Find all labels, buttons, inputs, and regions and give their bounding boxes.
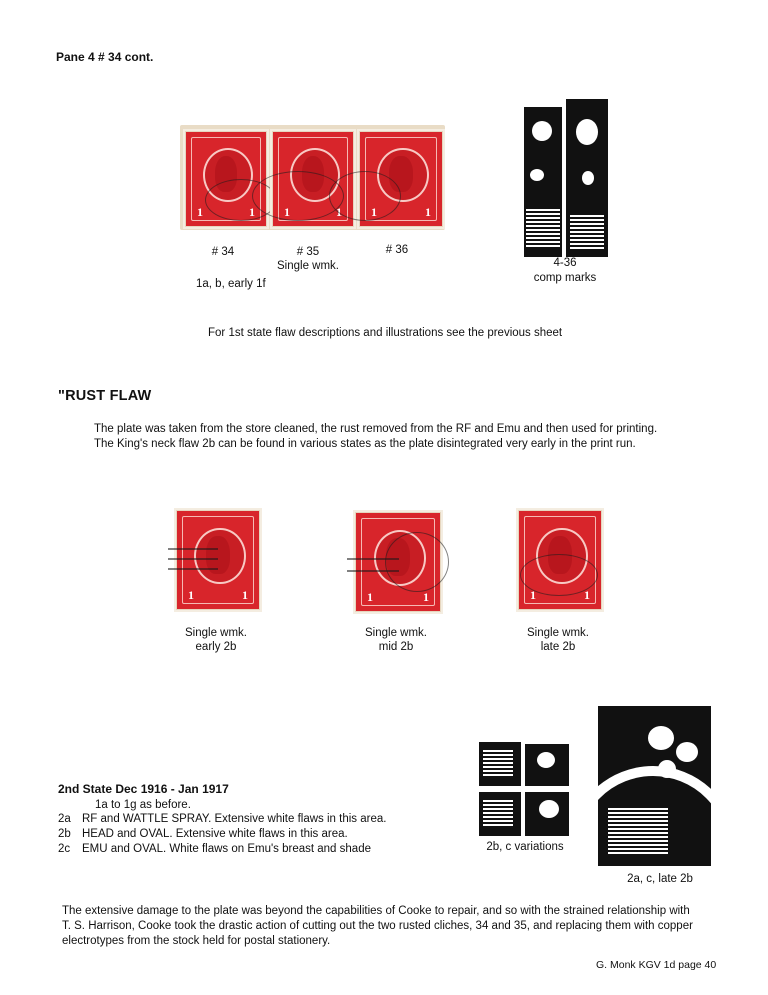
state-intro: 1a to 1g as before. [95,799,191,811]
state-item-code-2b: 2b [58,828,71,840]
paragraph-line-1: The plate was taken from the store cleaned, the rust removed from the RF and Emu and then used for printing. [94,423,658,435]
comp-marks-line2: comp marks [533,272,597,284]
label-36: # 36 [385,244,409,256]
stamp1-line1: Single wmk. [185,627,247,639]
state-item-text-2b: HEAD and OVAL. Extensive white flaws in this area. [82,828,348,840]
late-caption: 2a, c, late 2b [627,873,693,885]
state-title: 2nd State Dec 1916 - Jan 1917 [58,782,229,796]
reference-note: For 1st state flaw descriptions and illustrations see the previous sheet [208,327,563,339]
closing-line-2: T. S. Harrison, Cooke took the drastic action of cutting out the two rusted cliches, 34 and 35, and replacing them with copper [62,920,693,932]
strip-state-note: 1a, b, early 1f [196,278,266,290]
variations-caption: 2b, c variations [486,841,564,853]
stamp3-line1: Single wmk. [527,627,589,639]
strip-watermark: Single wmk. [277,260,339,272]
stamp-early-2b: 1 1 [174,508,262,612]
state-item-code-2a: 2a [58,813,71,825]
stamp3-line2: late 2b [540,641,576,653]
late-2b-illustration [598,706,711,866]
stamp1-line2: early 2b [195,641,237,653]
section-title: "RUST FLAW [58,388,152,404]
stamp-late-2b: 1 1 [516,508,604,612]
stamp-34: 1 1 [183,129,269,229]
comp-marks-line1: 4-36 [553,257,577,269]
state-item-text-2a: RF and WATTLE SPRAY. Extensive white flaws in this area. [82,813,387,825]
variations-illustration [479,742,569,836]
label-34: # 34 [211,246,235,258]
stamp-35: 1 1 [270,129,356,229]
stamp2-line2: mid 2b [378,641,414,653]
stamp-mid-2b: 1 1 [353,510,443,614]
closing-line-3: electrotypes from the stock held for postal stationery. [62,935,331,947]
stamp2-line1: Single wmk. [365,627,427,639]
page-footer: G. Monk KGV 1d page 40 [596,959,717,971]
paragraph-line-2: The King's neck flaw 2b can be found in various states as the plate disintegrated very early in the print run. [94,438,636,450]
state-item-code-2c: 2c [58,843,71,855]
stamp-36: 1 1 [357,129,445,229]
label-35: # 35 [296,246,320,258]
page-heading: Pane 4 # 34 cont. [56,50,154,64]
comp-marks-illustration [520,99,610,257]
stamp-strip-image [180,125,445,230]
closing-line-1: The extensive damage to the plate was beyond the capabilities of Cooke to repair, and so with the strained relationship with [62,905,690,917]
state-item-text-2c: EMU and OVAL. White flaws on Emu's breast and shade [82,843,371,855]
